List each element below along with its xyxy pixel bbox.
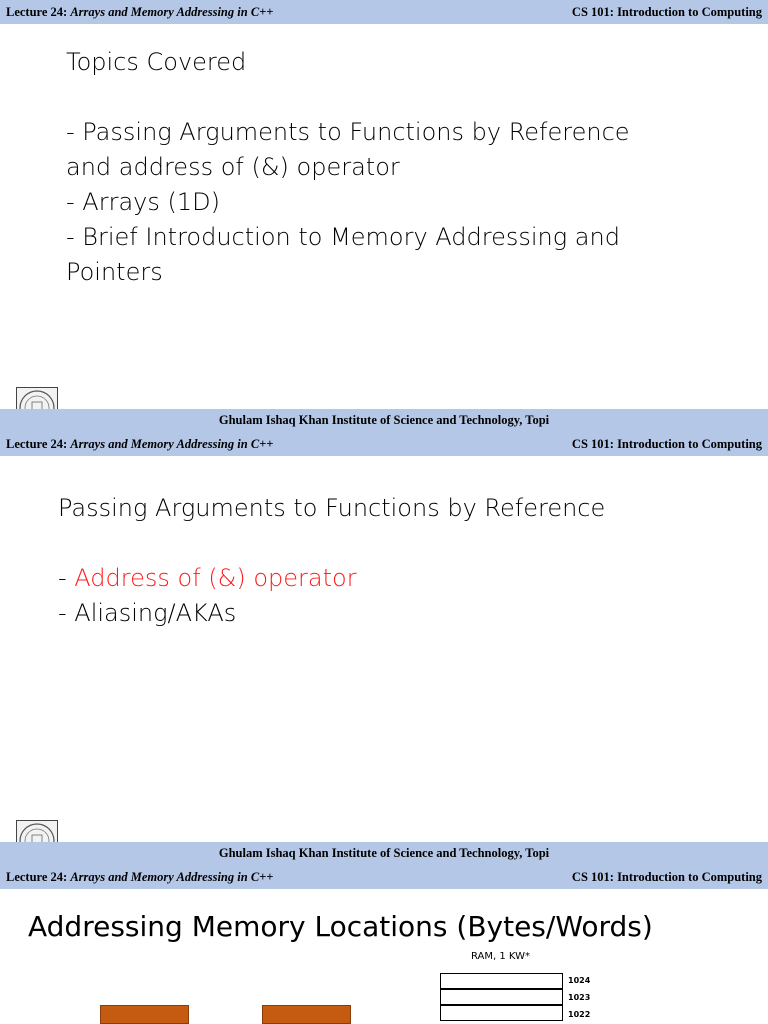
topic-line: - Passing Arguments to Functions by Reference <box>66 118 630 146</box>
memory-cell <box>440 973 563 989</box>
memory-address: 1024 <box>568 976 591 985</box>
slide-footer: Ghulam Ishaq Khan Institute of Science and Technology, Topi <box>0 842 768 865</box>
slide-footer: Ghulam Ishaq Khan Institute of Science and Technology, Topi <box>0 409 768 432</box>
course-label: CS 101: Introduction to Computing <box>571 437 762 451</box>
topic-line: and address of (&) operator <box>66 153 400 181</box>
memory-cell <box>440 1005 563 1021</box>
slide-1 <box>0 0 768 432</box>
topic-line: - Brief Introduction to Memory Addressing and <box>66 223 620 251</box>
memory-cell <box>440 989 563 1005</box>
ram-label: RAM, 1 KW* <box>471 951 530 962</box>
variable-block <box>262 1005 351 1024</box>
slide-header <box>0 432 768 456</box>
slide-3 <box>0 865 768 1024</box>
lecture-label: Lecture 24: Arrays and Memory Addressing in C++ <box>6 437 274 451</box>
slide-2 <box>0 432 768 865</box>
blank-line <box>58 526 605 561</box>
bullet-aliasing: - Aliasing/AKAs <box>58 599 237 627</box>
slide-header <box>0 865 768 889</box>
slide-body <box>66 45 630 290</box>
slide-header <box>0 0 768 24</box>
topic-line: Pointers <box>66 258 163 286</box>
topics-heading: Topics Covered <box>66 48 247 76</box>
variable-block <box>100 1005 189 1024</box>
lecture-label: Lecture 24: Arrays and Memory Addressing in C++ <box>6 5 274 19</box>
slide-title: Addressing Memory Locations (Bytes/Words) <box>28 910 653 943</box>
memory-address: 1022 <box>568 1010 591 1019</box>
blank-line <box>66 80 630 115</box>
topic-line: - Arrays (1D) <box>66 188 220 216</box>
slide-body <box>58 491 605 631</box>
course-label: CS 101: Introduction to Computing <box>571 870 762 884</box>
slide-title: Passing Arguments to Functions by Reference <box>58 494 606 522</box>
bullet-address-operator: - Address of (&) operator <box>58 564 357 592</box>
course-label: CS 101: Introduction to Computing <box>571 5 762 19</box>
memory-address: 1023 <box>568 993 591 1002</box>
lecture-label: Lecture 24: Arrays and Memory Addressing in C++ <box>6 870 274 884</box>
